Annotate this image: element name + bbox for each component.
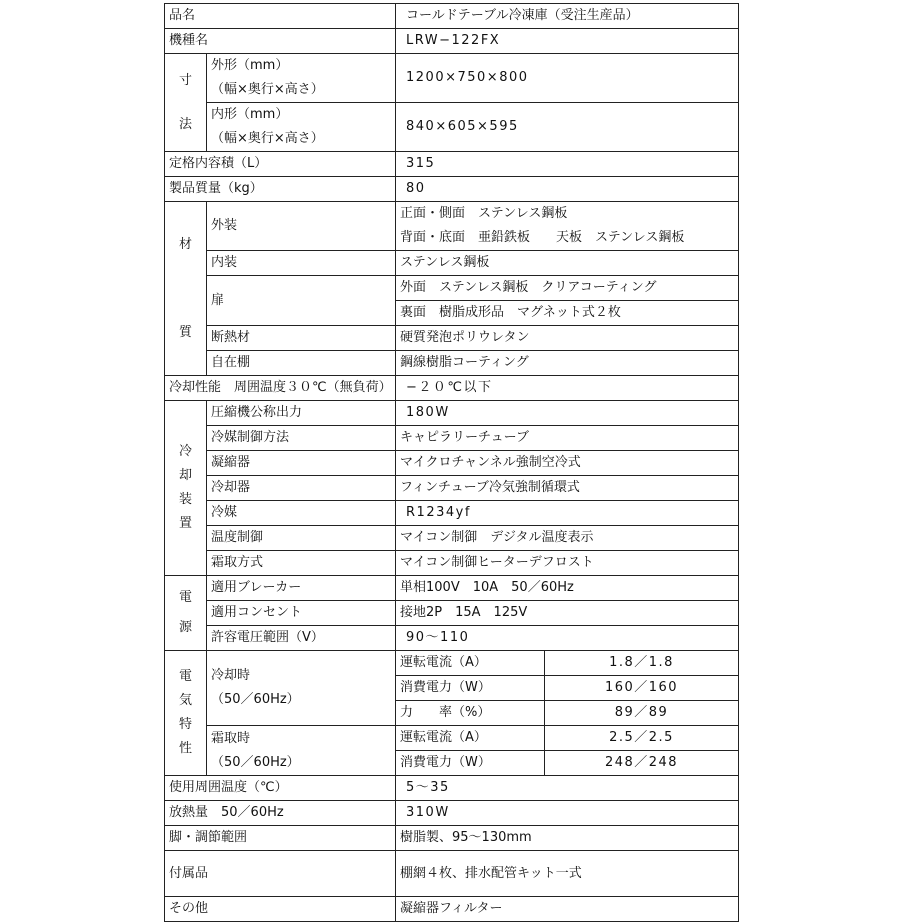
row-label: その他 [165,897,396,922]
row-value: 180W [396,401,739,426]
row-label: 品名 [165,4,396,29]
row-value: 棚網４枚、排水配管キット一式 [396,851,739,897]
row-value: 硬質発泡ポリウレタン [396,326,739,351]
sub-label: 運転電流（A） [396,651,545,676]
group-label-dims: 寸 法 [165,54,207,152]
row-value: 接地2P 15A 125V [396,601,739,626]
sub-value: 2.5／2.5 [545,726,739,751]
row-label: 放熱量 50／60Hz [165,801,396,826]
row-label: 機種名 [165,29,396,54]
table-row [165,826,739,851]
row-value: 凝縮器フィルター [396,897,739,922]
row-value: マイクロチャンネル強制空冷式 [396,451,739,476]
table-row [165,54,739,103]
table-row [165,152,739,177]
row-label: 冷却器 [207,476,396,501]
table-row [165,4,739,29]
table-row [165,476,739,501]
row-value: 840×605×595 [396,103,739,152]
sub-value: 248／248 [545,751,739,776]
row-label: 許容電圧範囲（V） [207,626,396,651]
row-label: 冷媒制御方法 [207,426,396,451]
group-label-electrical: 電 気 特 性 [165,651,207,776]
table-row [165,601,739,626]
row-value: 315 [396,152,739,177]
row-label: 外形（mm） （幅×奥行×高さ） [207,54,396,103]
sub-label: 消費電力（W） [396,751,545,776]
sub-label: 消費電力（W） [396,676,545,701]
table-row [165,177,739,202]
row-value: マイコン制御 デジタル温度表示 [396,526,739,551]
table-row [165,501,739,526]
row-label: 冷媒 [207,501,396,526]
group-label-cooling-unit: 冷 却 装 置 [165,401,207,576]
row-label: 脚・調節範囲 [165,826,396,851]
row-label: 断熱材 [207,326,396,351]
row-label: 適用ブレーカー [207,576,396,601]
row-label: 温度制御 [207,526,396,551]
row-label: 圧縮機公称出力 [207,401,396,426]
row-label: 製品質量（kg） [165,177,396,202]
sub-value: 160／160 [545,676,739,701]
row-label: 使用周囲温度（℃） [165,776,396,801]
row-label: 自在棚 [207,351,396,376]
row-value: 正面・側面 ステンレス鋼板 背面・底面 亜鉛鉄板 天板 ステンレス鋼板 [396,202,739,251]
group-label-material: 材 質 [165,202,207,376]
table-row [165,451,739,476]
table-row [165,351,739,376]
sub-label: 運転電流（A） [396,726,545,751]
row-value: 80 [396,177,739,202]
table-row [165,202,739,251]
row-value: ステンレス鋼板 [396,251,739,276]
row-label: 冷却性能 周囲温度３０℃（無負荷） [165,376,396,401]
row-label: 内形（mm） （幅×奥行×高さ） [207,103,396,152]
row-label: 冷却時 （50／60Hz） [207,651,396,726]
row-value: 樹脂製、95〜130mm [396,826,739,851]
row-label: 付属品 [165,851,396,897]
row-value: −２０℃以下 [396,376,739,401]
table-row [165,851,739,897]
row-label: 扉 [207,276,396,326]
table-row [165,576,739,601]
row-value: R1234yf [396,501,739,526]
sub-label: 力 率（%） [396,701,545,726]
table-row [165,276,739,301]
row-label: 霜取時 （50／60Hz） [207,726,396,776]
table-row [165,103,739,152]
row-value: 外面 ステンレス鋼板 クリアコーティング [396,276,739,301]
table-row [165,726,739,751]
row-value: 単相100V 10A 50／60Hz [396,576,739,601]
row-value: 5〜35 [396,776,739,801]
row-value: 裏面 樹脂成形品 マグネット式２枚 [396,301,739,326]
table-row [165,776,739,801]
table-row [165,29,739,54]
row-label: 霜取方式 [207,551,396,576]
row-label: 凝縮器 [207,451,396,476]
row-value: フィンチューブ冷気強制循環式 [396,476,739,501]
sub-value: 1.8／1.8 [545,651,739,676]
table-row [165,551,739,576]
table-row [165,526,739,551]
row-label: 外装 [207,202,396,251]
table-row [165,426,739,451]
table-row [165,401,739,426]
row-value: LRW−122FX [396,29,739,54]
spec-table [164,3,739,922]
table-row [165,651,739,676]
table-row [165,626,739,651]
table-row [165,376,739,401]
table-row [165,251,739,276]
table-row [165,326,739,351]
row-label: 定格内容積（L） [165,152,396,177]
table-row [165,801,739,826]
row-value: マイコン制御ヒーターデフロスト [396,551,739,576]
row-value: キャピラリーチューブ [396,426,739,451]
row-label: 内装 [207,251,396,276]
group-label-power: 電 源 [165,576,207,651]
row-value: コールドテーブル冷凍庫（受注生産品） [396,4,739,29]
row-label: 適用コンセント [207,601,396,626]
row-value: 90〜110 [396,626,739,651]
row-value: 鋼線樹脂コーティング [396,351,739,376]
row-value: 1200×750×800 [396,54,739,103]
row-value: 310W [396,801,739,826]
table-row [165,897,739,922]
sub-value: 89／89 [545,701,739,726]
